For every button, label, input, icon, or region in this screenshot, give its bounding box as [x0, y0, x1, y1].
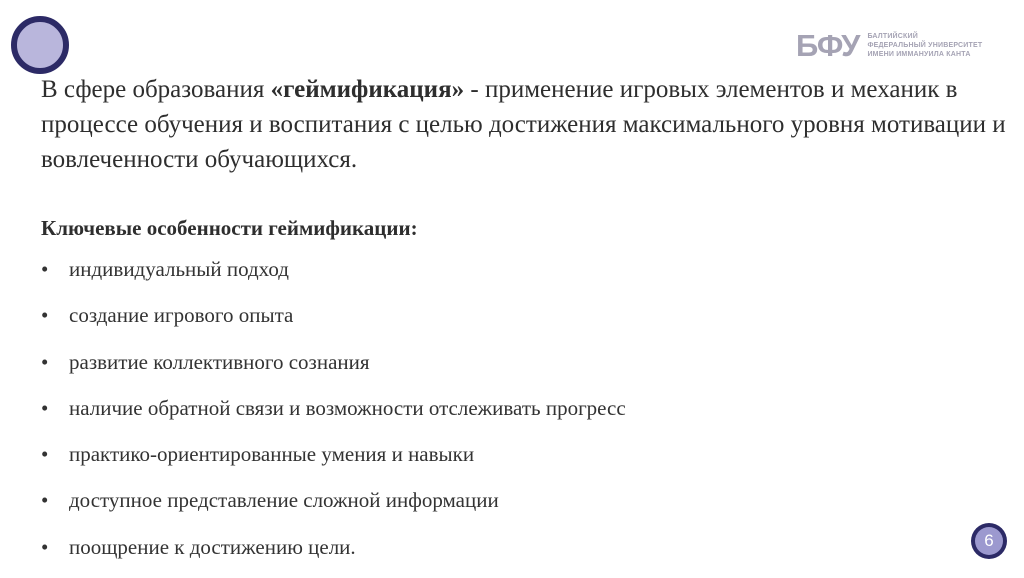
list-item: [41, 254, 626, 300]
list-item: [41, 347, 626, 393]
list-item: [41, 439, 626, 485]
list-item-text: практико-ориентированные умения и навыки: [69, 442, 475, 467]
intro-paragraph: [41, 72, 1011, 177]
bullet: •: [41, 534, 49, 559]
page-number-badge: [971, 523, 1007, 559]
decorative-circle: [11, 16, 69, 74]
logo-line: БАЛТИЙСКИЙ: [867, 33, 918, 40]
list-item-text: наличие обратной связи и возможности отслеживать прогресс: [69, 395, 626, 420]
page-number: 6: [975, 527, 1003, 555]
logo-mark: БФУ: [796, 28, 860, 63]
features-heading: Ключевые особенности геймификации:: [41, 216, 418, 240]
intro-prefix: В сфере образования: [41, 76, 271, 103]
logo-text: [867, 32, 982, 59]
bullet: •: [41, 395, 49, 420]
university-logo: [796, 30, 982, 61]
logo-line: ФЕДЕРАЛЬНЫЙ УНИВЕРСИТЕТ: [867, 42, 983, 49]
list-item: [41, 485, 626, 531]
list-item-text: создание игрового опыта: [69, 303, 294, 328]
bullet: •: [41, 349, 49, 374]
bullet: •: [41, 303, 49, 328]
bullet: •: [41, 257, 49, 281]
bullet: •: [41, 488, 49, 513]
list-item: [41, 393, 626, 439]
features-list: [41, 254, 626, 578]
list-item-text: доступное представление сложной информации: [69, 488, 499, 513]
list-item: [41, 532, 626, 578]
list-item-text: развитие коллективного сознания: [69, 349, 370, 374]
list-item-text: индивидуальный подход: [69, 257, 289, 281]
intro-suffix: - применение игровых элементов и механик в процессе обучения и воспитания с целью достижения максимального уровня мотивации и вовлеченности обучающихся.: [41, 76, 1006, 173]
list-item-text: поощрение к достижению цели.: [69, 534, 356, 559]
logo-line: ИМЕНИ ИММАНУИЛА КАНТА: [867, 51, 971, 58]
intro-term: «геймификация»: [270, 76, 465, 103]
bullet: •: [41, 442, 49, 467]
list-item: [41, 300, 626, 346]
